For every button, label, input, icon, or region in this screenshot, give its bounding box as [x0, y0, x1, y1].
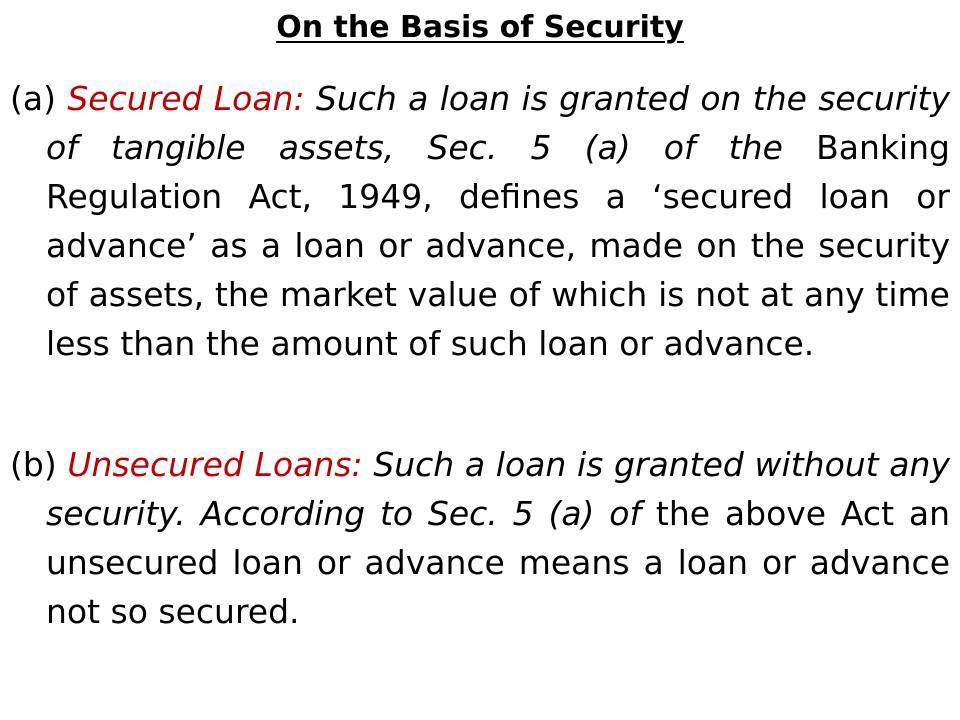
paragraph-unsecured-loans-body: [10, 440, 950, 636]
term-secured-loan: Secured Loan:: [67, 79, 305, 118]
slide-title-text: On the Basis of Security: [276, 10, 684, 45]
unsecured-loans-body-text: the above Act an unsecured loan or advance means a loan or advance not so secured.: [46, 494, 950, 631]
paragraph-unsecured-loans: [10, 440, 950, 636]
secured-loan-italic-text: Such a loan is granted on the security of tangible assets, Sec. 5 (a) of the: [46, 79, 950, 167]
paragraph-secured-loan-body: [10, 74, 950, 368]
secured-loan-body-text: Banking Regulation Act, 1949, defines a ‘secured loan or advance’ as a loan or advance, made on the security of assets, the market value of which is not at any time less than the amount of such loan or advance.: [46, 128, 950, 363]
unsecured-loans-italic-text: Such a loan is granted without any security. According to Sec. 5 (a) of: [46, 445, 950, 533]
term-unsecured-loans: Unsecured Loans:: [67, 445, 363, 484]
item-marker-b: (b): [10, 445, 57, 484]
item-marker-a: (a): [10, 79, 56, 118]
paragraph-secured-loan: [10, 74, 950, 368]
slide-title: [0, 8, 960, 48]
